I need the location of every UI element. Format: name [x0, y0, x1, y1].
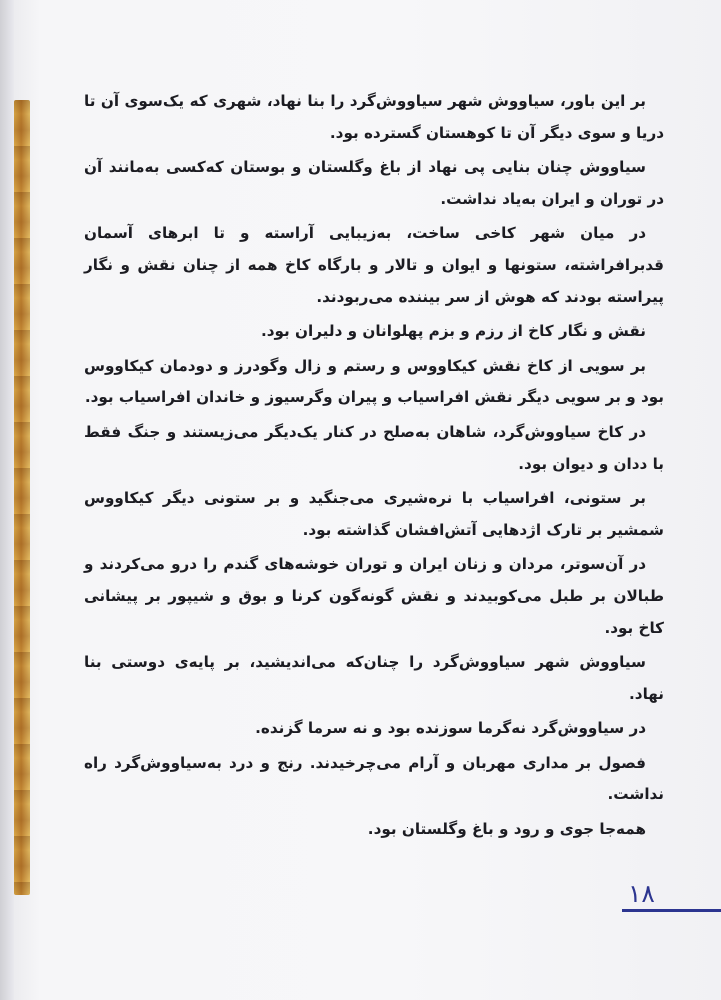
page-number-rule: [622, 909, 721, 912]
paragraph: سیاووش شهر سیاووش‌گرد را چنان‌که می‌اندیشید، بر پایه‌ی دوستی بنا نهاد.: [84, 653, 664, 703]
paragraph: بر ستونی، افراسیاب با نره‌شیری می‌جنگید و بر ستونی دیگر کیکاووس شمشیر بر تارک اژدهایی آتش‌افشان گذاشته بود.: [84, 489, 664, 539]
paragraph: نقش و نگار کاخ از رزم و بزم پهلوانان و دلیران بود.: [260, 322, 646, 341]
paragraph: بر سویی از کاخ نقش کیکاووس و رستم و زال وگودرز و دودمان کیکاووس بود و بر سویی دیگر نقش افراسیاب و پیران وگرسیوز و خاندان افراسیاب بود.: [84, 356, 664, 407]
body-text: [84, 86, 664, 849]
paragraph: بر این باور، سیاووش شهر سیاووش‌گرد را بنا نهاد، شهری که یک‌سوی آن تا دریا و سوی دیگر آن تا کوهستان گسترده بود.: [84, 92, 664, 142]
paragraph: در کاخ سیاووش‌گرد، شاهان به‌صلح در کنار یک‌دیگر می‌زیستند و جنگ فقط با ددان و دیوان بود.: [84, 422, 664, 473]
paragraph: سیاووش چنان بنایی پی نهاد از باغ وگلستان و بوستان که‌کسی به‌مانند آن در توران و ایران به‌یاد نداشت.: [84, 158, 664, 208]
paragraph: در میان شهر کاخی ساخت، به‌زیبایی آراسته و تا ابرهای آسمان قدبرافراشته، ستونها و ایوان و تالار و بارگاه کاخ همه از چنان نقش و نگار پیراسته بودند که هوش از سر بیننده می‌ربودند.: [84, 224, 664, 306]
illustration-edge-strip: [14, 100, 30, 895]
paragraph: همه‌جا جوی و رود و باغ وگلستان بود.: [367, 820, 646, 839]
book-spine: [0, 0, 14, 1000]
page-number: ۱۸: [628, 879, 655, 908]
paragraph: فصول بر مداری مهربان و آرام می‌چرخیدند. رنج و درد به‌سیاووش‌گرد راه نداشت.: [84, 753, 664, 804]
paragraph: در سیاووش‌گرد نه‌گرما سوزنده بود و نه سرما گزنده.: [255, 719, 646, 738]
paragraph: در آن‌سوتر، مردان و زنان ایران و توران خوشه‌های گندم را درو می‌کردند و طبالان بر طبل می‌کوبیدند و نقش گونه‌گون کرنا و بوق و شیپور بر پیشانی کاخ بود.: [84, 555, 664, 637]
